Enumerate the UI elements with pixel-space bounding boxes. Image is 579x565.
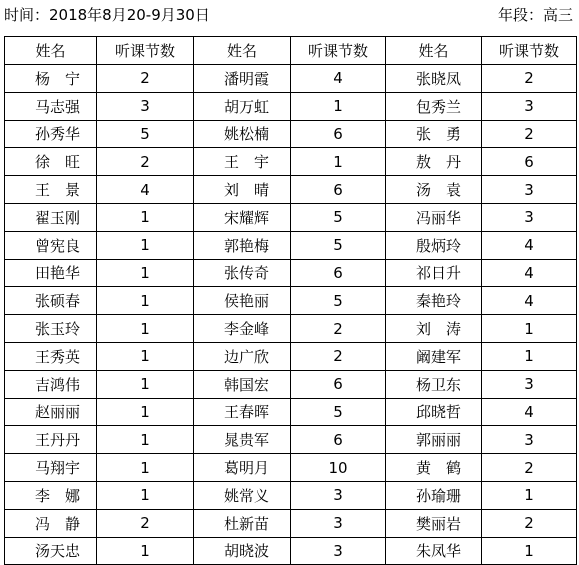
table-row	[5, 120, 577, 148]
lesson-count-cell: 1	[97, 259, 194, 287]
teacher-name-cell: 汤天忠	[5, 537, 97, 565]
lesson-count-cell: 1	[291, 92, 386, 120]
teacher-name-cell: 冯丽华	[386, 203, 482, 231]
teacher-name-cell: 宋耀辉	[194, 203, 291, 231]
lesson-count-cell: 1	[97, 287, 194, 315]
teacher-name-cell: 殷炳玲	[386, 231, 482, 259]
teacher-name-cell: 姚常义	[194, 481, 291, 509]
teacher-name-cell: 敖 丹	[386, 148, 482, 176]
table-row	[5, 481, 577, 509]
lesson-count-cell: 5	[291, 398, 386, 426]
teacher-name-cell: 汤 袁	[386, 176, 482, 204]
teacher-name-cell: 杜新苗	[194, 509, 291, 537]
teacher-name-cell: 王秀英	[5, 342, 97, 370]
lesson-count-cell: 1	[97, 537, 194, 565]
lesson-count-cell: 2	[482, 454, 577, 482]
lesson-count-cell: 4	[482, 231, 577, 259]
teacher-name-cell: 刘 晴	[194, 176, 291, 204]
column-header-count: 听课节数	[482, 37, 577, 65]
lesson-count-cell: 1	[97, 454, 194, 482]
teacher-name-cell: 田艳华	[5, 259, 97, 287]
teacher-name-cell: 侯艳丽	[194, 287, 291, 315]
lesson-count-cell: 1	[97, 398, 194, 426]
lesson-count-cell: 2	[97, 509, 194, 537]
lesson-count-cell: 5	[97, 120, 194, 148]
table-header	[5, 37, 577, 65]
column-header-name: 姓名	[5, 37, 97, 65]
table-row	[5, 398, 577, 426]
table-row	[5, 287, 577, 315]
teacher-name-cell: 郭艳梅	[194, 231, 291, 259]
table-row	[5, 231, 577, 259]
lesson-count-cell: 4	[482, 287, 577, 315]
lesson-count-cell: 3	[482, 426, 577, 454]
lesson-count-cell: 2	[97, 65, 194, 93]
teacher-name-cell: 王丹丹	[5, 426, 97, 454]
lesson-count-cell: 3	[97, 92, 194, 120]
date-range-label: 时间：2018年8月20-9月30日	[4, 6, 210, 24]
teacher-name-cell: 翟玉刚	[5, 203, 97, 231]
column-header-count: 听课节数	[97, 37, 194, 65]
teacher-name-cell: 张传奇	[194, 259, 291, 287]
teacher-name-cell: 马翔宇	[5, 454, 97, 482]
teacher-name-cell: 阚建军	[386, 342, 482, 370]
column-header-name: 姓名	[386, 37, 482, 65]
column-header-count: 听课节数	[291, 37, 386, 65]
lesson-count-cell: 4	[482, 398, 577, 426]
teacher-name-cell: 潘明霞	[194, 65, 291, 93]
teacher-name-cell: 秦艳玲	[386, 287, 482, 315]
teacher-name-cell: 胡万虹	[194, 92, 291, 120]
teacher-name-cell: 边广欣	[194, 342, 291, 370]
lesson-count-cell: 2	[482, 65, 577, 93]
lesson-count-cell: 2	[291, 342, 386, 370]
lesson-count-cell: 5	[291, 231, 386, 259]
teacher-name-cell: 李 娜	[5, 481, 97, 509]
teacher-name-cell: 胡晓波	[194, 537, 291, 565]
grade-label: 年段：高三	[497, 6, 573, 24]
header-line	[4, 0, 573, 30]
lesson-count-cell: 4	[482, 259, 577, 287]
teacher-name-cell: 朱凤华	[386, 537, 482, 565]
lesson-count-cell: 1	[97, 426, 194, 454]
attendance-table	[4, 36, 577, 565]
table-row	[5, 176, 577, 204]
teacher-name-cell: 王 宇	[194, 148, 291, 176]
lesson-count-cell: 6	[291, 426, 386, 454]
lesson-count-cell: 4	[97, 176, 194, 204]
table-row	[5, 203, 577, 231]
table-row	[5, 259, 577, 287]
lesson-count-cell: 1	[482, 481, 577, 509]
table-body	[5, 65, 577, 565]
teacher-name-cell: 祁日升	[386, 259, 482, 287]
lesson-count-cell: 2	[97, 148, 194, 176]
lesson-count-cell: 3	[291, 481, 386, 509]
teacher-name-cell: 樊丽岩	[386, 509, 482, 537]
teacher-name-cell: 葛明月	[194, 454, 291, 482]
lesson-count-cell: 6	[291, 370, 386, 398]
table-row	[5, 315, 577, 343]
lesson-count-cell: 2	[482, 120, 577, 148]
teacher-name-cell: 孙秀华	[5, 120, 97, 148]
lesson-count-cell: 3	[291, 537, 386, 565]
header-row	[5, 37, 577, 65]
teacher-name-cell: 姚松楠	[194, 120, 291, 148]
lesson-count-cell: 2	[291, 315, 386, 343]
lesson-count-cell: 5	[291, 203, 386, 231]
teacher-name-cell: 杨卫东	[386, 370, 482, 398]
lesson-count-cell: 1	[482, 537, 577, 565]
lesson-count-cell: 4	[291, 65, 386, 93]
lesson-count-cell: 3	[482, 370, 577, 398]
teacher-name-cell: 王 景	[5, 176, 97, 204]
teacher-name-cell: 张硕春	[5, 287, 97, 315]
teacher-name-cell: 张玉玲	[5, 315, 97, 343]
lesson-count-cell: 3	[291, 509, 386, 537]
lesson-count-cell: 10	[291, 454, 386, 482]
lesson-count-cell: 1	[97, 231, 194, 259]
teacher-name-cell: 赵丽丽	[5, 398, 97, 426]
teacher-name-cell: 马志强	[5, 92, 97, 120]
teacher-name-cell: 王春晖	[194, 398, 291, 426]
table-row	[5, 454, 577, 482]
lesson-count-cell: 5	[291, 287, 386, 315]
lesson-count-cell: 1	[97, 315, 194, 343]
lesson-count-cell: 3	[482, 92, 577, 120]
lesson-count-cell: 6	[482, 148, 577, 176]
lesson-count-cell: 6	[291, 176, 386, 204]
lesson-count-cell: 1	[97, 203, 194, 231]
lesson-count-cell: 1	[482, 342, 577, 370]
lesson-count-cell: 6	[291, 120, 386, 148]
teacher-name-cell: 曾宪良	[5, 231, 97, 259]
column-header-name: 姓名	[194, 37, 291, 65]
teacher-name-cell: 李金峰	[194, 315, 291, 343]
table-row	[5, 509, 577, 537]
teacher-name-cell: 孙瑜珊	[386, 481, 482, 509]
teacher-name-cell: 黄 鹤	[386, 454, 482, 482]
lesson-count-cell: 1	[482, 315, 577, 343]
lesson-count-cell: 1	[97, 370, 194, 398]
teacher-name-cell: 冯 静	[5, 509, 97, 537]
lesson-count-cell: 3	[482, 176, 577, 204]
teacher-name-cell: 刘 涛	[386, 315, 482, 343]
lesson-count-cell: 2	[482, 509, 577, 537]
teacher-name-cell: 晁贵军	[194, 426, 291, 454]
teacher-name-cell: 张 勇	[386, 120, 482, 148]
lesson-count-cell: 1	[291, 148, 386, 176]
lesson-count-cell: 1	[97, 342, 194, 370]
teacher-name-cell: 包秀兰	[386, 92, 482, 120]
teacher-name-cell: 杨 宁	[5, 65, 97, 93]
teacher-name-cell: 邱晓哲	[386, 398, 482, 426]
teacher-name-cell: 韩国宏	[194, 370, 291, 398]
teacher-name-cell: 徐 旺	[5, 148, 97, 176]
lesson-count-cell: 1	[97, 481, 194, 509]
table-row	[5, 65, 577, 93]
table-row	[5, 92, 577, 120]
teacher-name-cell: 吉鸿伟	[5, 370, 97, 398]
table-row	[5, 342, 577, 370]
lesson-count-cell: 3	[482, 203, 577, 231]
teacher-name-cell: 郭丽丽	[386, 426, 482, 454]
table-row	[5, 426, 577, 454]
lesson-count-cell: 6	[291, 259, 386, 287]
table-row	[5, 148, 577, 176]
table-row	[5, 537, 577, 565]
table-row	[5, 370, 577, 398]
teacher-name-cell: 张晓凤	[386, 65, 482, 93]
